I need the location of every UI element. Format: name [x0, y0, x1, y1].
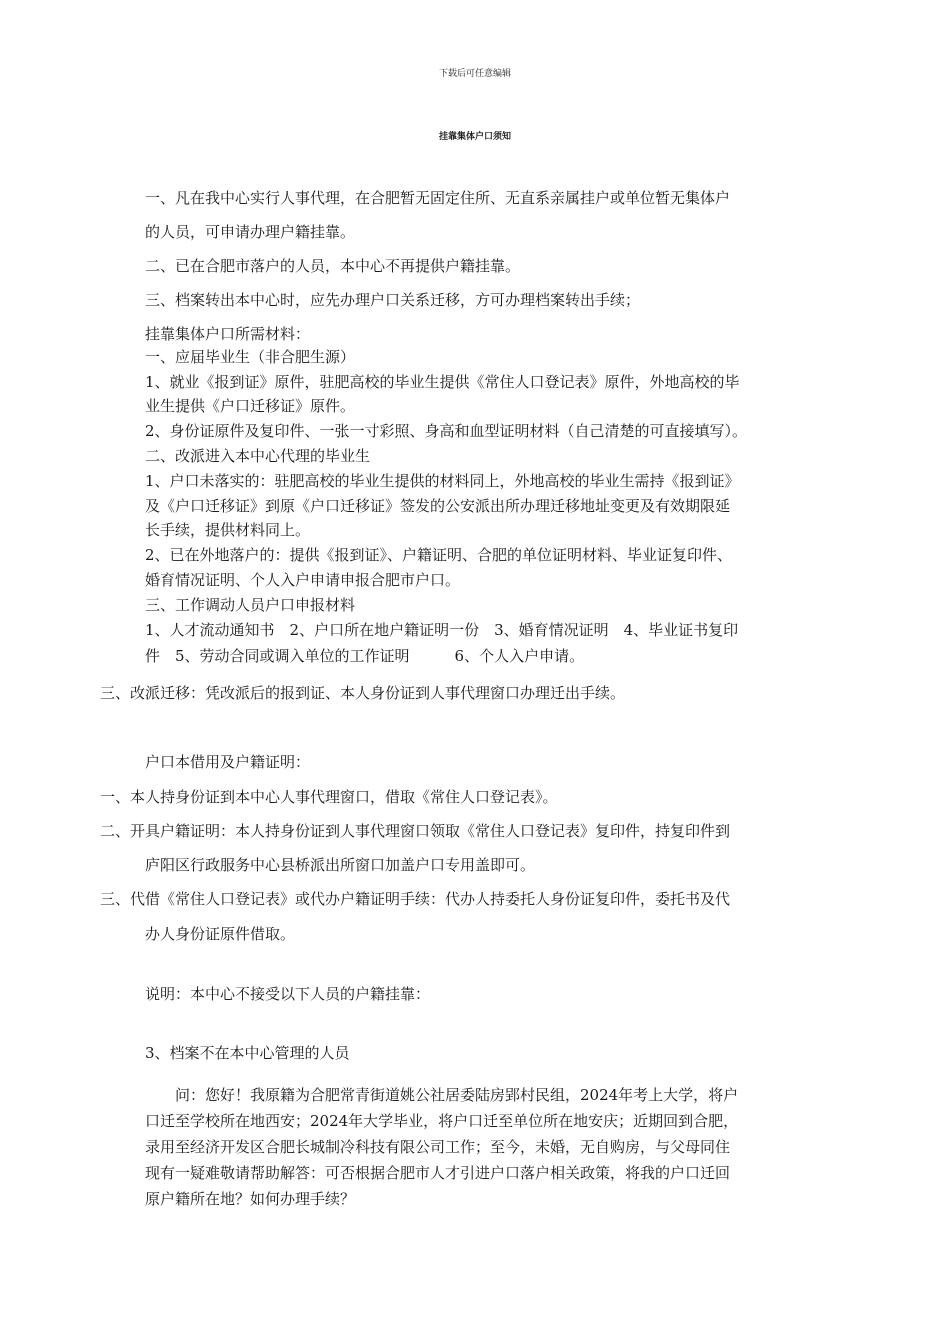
- materials-line: 及《户口迁移证》到原《户口迁移证》签发的公安派出所办理迁移地址变更及有效期限延: [145, 497, 731, 515]
- borrow-heading: 户口本借用及户籍证明：: [145, 753, 311, 771]
- qa-line: 问：您好！我原籍为合肥常青街道姚公社居委陆房郢村民组，2024年考上大学，将户: [175, 1086, 739, 1104]
- materials-heading: 挂靠集体户口所需材料：: [145, 325, 311, 343]
- materials-line: 一、应届毕业生（非合肥生源）: [145, 348, 356, 366]
- page-header-note: 下载后可任意编辑: [438, 69, 511, 79]
- materials-line: 二、改派进入本中心代理的毕业生: [145, 447, 371, 465]
- note-item: 3、档案不在本中心管理的人员: [145, 1044, 350, 1062]
- borrow-line: 庐阳区行政服务中心县桥派出所窗口加盖户口专用盖即可。: [145, 856, 536, 874]
- qa-line: 口迁至学校所在地西安；2024年大学毕业，将户口迁至单位所在地安庆；近期回到合肥，: [145, 1112, 739, 1130]
- materials-line: 长手续，提供材料同上。: [145, 521, 311, 539]
- materials-line: 件 5、劳动合同或调入单位的工作证明 6、个人入户申请。: [145, 647, 585, 665]
- note-heading: 说明：本中心不接受以下人员的户籍挂靠：: [145, 985, 431, 1003]
- materials-line: 1、户口未落实的：驻肥高校的毕业生提供的材料同上，外地高校的毕业生需持《报到证》: [145, 472, 740, 490]
- qa-line: 录用至经济开发区合肥长城制冷科技有限公司工作；至今，未婚，无自购房，与父母同住: [145, 1138, 731, 1156]
- materials-line: 三、工作调动人员户口申报材料: [145, 596, 356, 614]
- rule-line: 的人员，可申请办理户籍挂靠。: [145, 223, 356, 241]
- document-title: 挂靠集体户口须知: [438, 132, 511, 142]
- materials-line: 1、人才流动通知书 2、户口所在地户籍证明一份 3、婚育情况证明 4、毕业证书复印: [145, 621, 739, 639]
- materials-line: 1、就业《报到证》原件，驻肥高校的毕业生提供《常住人口登记表》原件，外地高校的毕: [145, 373, 740, 391]
- rule-line: 三、档案转出本中心时，应先办理户口关系迁移，方可办理档案转出手续；: [145, 291, 641, 309]
- materials-line: 2、身份证原件及复印件、一张一寸彩照、身高和血型证明材料（自己清楚的可直接填写）。: [145, 422, 748, 440]
- rule-line: 二、已在合肥市落户的人员，本中心不再提供户籍挂靠。: [145, 257, 521, 275]
- materials-line: 2、已在外地落户的：提供《报到证》、户籍证明、合肥的单位证明材料、毕业证复印件、: [145, 546, 733, 564]
- borrow-line: 二、开具户籍证明：本人持身份证到人事代理窗口领取《常住人口登记表》复印件，持复印件到: [100, 822, 731, 840]
- qa-line: 现有一疑难敬请帮助解答：可否根据合肥市人才引进户口落户相关政策，将我的户口迁回: [145, 1164, 731, 1182]
- materials-line: 业生提供《户口迁移证》原件。: [145, 397, 356, 415]
- rule-line: 一、凡在我中心实行人事代理，在合肥暂无固定住所、无直系亲属挂户或单位暂无集体户: [145, 189, 731, 207]
- qa-line: 原户籍所在地？如何办理手续？: [145, 1190, 356, 1208]
- borrow-line: 三、代借《常住人口登记表》或代办户籍证明手续：代办人持委托人身份证复印件，委托书及代: [100, 890, 731, 908]
- reassign-line: 三、改派迁移：凭改派后的报到证、本人身份证到人事代理窗口办理迁出手续。: [100, 684, 626, 702]
- borrow-line: 办人身份证原件借取。: [145, 925, 296, 943]
- borrow-line: 一、本人持身份证到本中心人事代理窗口，借取《常住人口登记表》。: [100, 788, 558, 806]
- materials-line: 婚育情况证明、个人入户申请申报合肥市户口。: [145, 571, 461, 589]
